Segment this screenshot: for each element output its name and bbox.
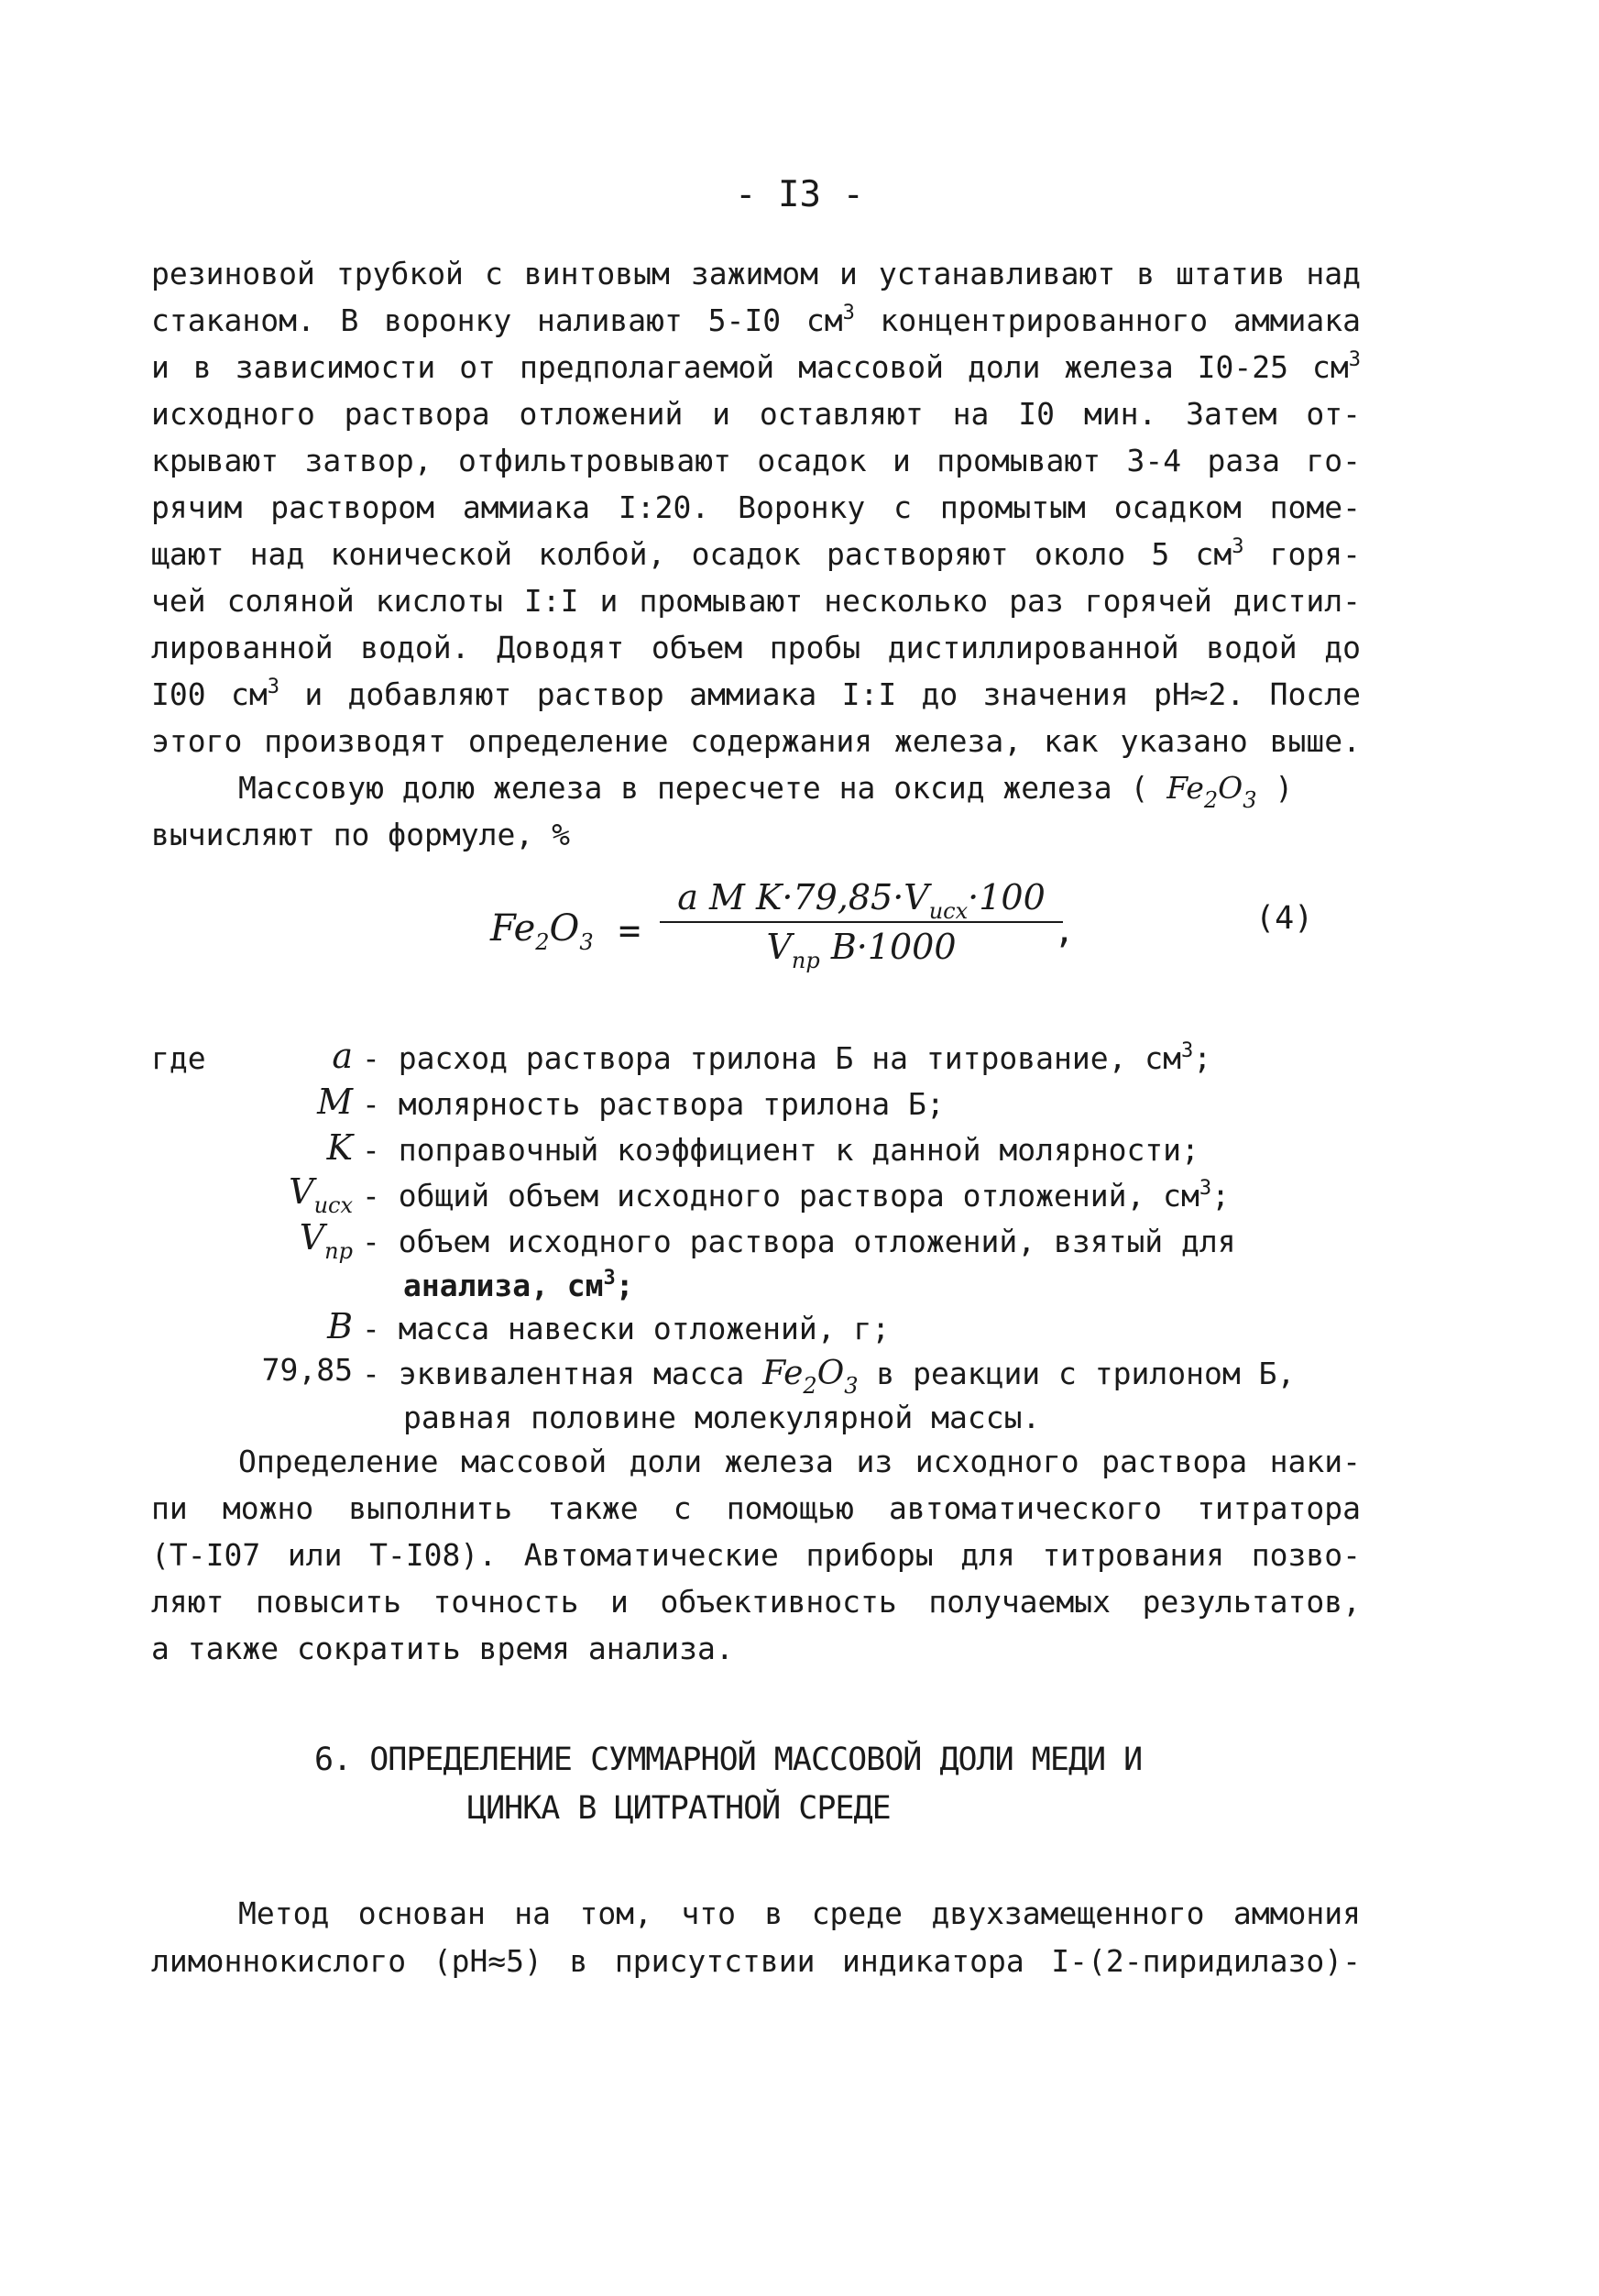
text-line: Метод основан на том, что в среде двухзамещенного аммония: [238, 1895, 1361, 1931]
formula-denominator: $V_{пр}$ B·1000: [766, 927, 957, 973]
text-line: стаканом. В воронку наливают 5-I0 $см^3$ концентрированного аммиака: [151, 302, 1361, 338]
legend-symbol: $V_{исх}$: [289, 1171, 353, 1218]
text-line: I00 $см^3$ и добавляют раствор аммиака I:I до значения pH≈2. После: [151, 676, 1361, 712]
text-line: ляют повысить точность и объективность получаемых результатов,: [151, 1584, 1361, 1620]
legend-description: - масса навески отложений, г;: [362, 1311, 891, 1346]
text-line: Определение массовой доли железа из исходного раствора наки-: [238, 1444, 1361, 1479]
formula-lhs: $Fe_2O_3$: [490, 907, 594, 955]
legend-symbol: M: [317, 1082, 353, 1122]
text-line: и в зависимости от предполагаемой массовой доли железа I0-25 $см^3$: [151, 348, 1361, 385]
text-line: крывают затвор, отфильтровывают осадок и промывают 3-4 раза го-: [151, 443, 1361, 478]
text-line: резиновой трубкой с винтовым зажимом и устанавливают в штатив над: [151, 256, 1361, 291]
text-line: (Т-I07 или Т-I08). Автоматические приборы для титрования позво-: [151, 1537, 1361, 1573]
text-line: Массовую долю железа в пересчете на оксид железа ( $Fe_2O_3$ ): [238, 770, 1294, 813]
legend-symbol: B: [327, 1306, 353, 1346]
text-line: рячим раствором аммиака I:20. Воронку с промытым осадком поме-: [151, 489, 1361, 525]
text-line: вычисляют по формуле, %: [151, 817, 570, 852]
page-number: - I3 -: [735, 174, 864, 215]
text-line: пи можно выполнить также с помощью автоматического титратора: [151, 1490, 1361, 1526]
legend-description: - молярность раствора трилона Б;: [362, 1086, 945, 1122]
legend-description: - поправочный коэффициент к данной молярности;: [362, 1132, 1199, 1168]
text-line: лированной водой. Доводят объем пробы дистиллированной водой до: [151, 630, 1361, 665]
section-heading: 6. ОПРЕДЕЛЕНИЕ СУММАРНОЙ МАССОВОЙ ДОЛИ МЕДИ И: [314, 1741, 1143, 1778]
section-heading: ЦИНКА В ЦИТРАТНОЙ СРЕДЕ: [467, 1790, 891, 1827]
legend-description: - объем исходного раствора отложений, взятый для: [362, 1224, 1236, 1259]
formula-number: (4): [1255, 900, 1314, 937]
formula-fraction: [660, 875, 1063, 973]
legend-description: - расход раствора трилона Б на титрование, $см^3$;: [362, 1039, 1212, 1076]
legend-symbol: 79,85: [261, 1352, 353, 1388]
formula-equals: =: [619, 910, 641, 952]
legend-description: - эквивалентная масса $Fe_2O_3$ в реакции с трилоном Б,: [362, 1355, 1296, 1399]
text-line: лимоннокислого (pH≈5) в присутствии индикатора I-(2-пиридилазо)-: [151, 1943, 1361, 1979]
text-line: щают над конической колбой, осадок растворяют около 5 $см^3$ горя-: [151, 535, 1361, 572]
fraction-bar: [660, 921, 1063, 923]
legend-symbol: $V_{пр}$: [299, 1217, 353, 1264]
legend-description-continued: анализа, $см^3$;: [403, 1267, 634, 1303]
text-line: а также сократить время анализа.: [151, 1631, 734, 1666]
formula-comma: ,: [1054, 910, 1075, 950]
text-line: чей соляной кислоты I:I и промывают несколько раз горячей дистил-: [151, 583, 1361, 619]
text-line: этого производят определение содержания железа, как указано выше.: [151, 723, 1361, 759]
legend-symbol: K: [326, 1127, 353, 1168]
legend-description-continued: равная половине молекулярной массы.: [403, 1400, 1041, 1435]
formula-numerator: a M $K\cdot 79,85\cdot V_{исх}\cdot 100$: [677, 877, 1046, 924]
where-label: где: [151, 1040, 206, 1076]
legend-description: - общий объем исходного раствора отложений, $см^3$;: [362, 1177, 1231, 1214]
text-line: исходного раствора отложений и оставляют на I0 мин. Затем от-: [151, 396, 1361, 432]
legend-symbol: a: [332, 1036, 353, 1076]
